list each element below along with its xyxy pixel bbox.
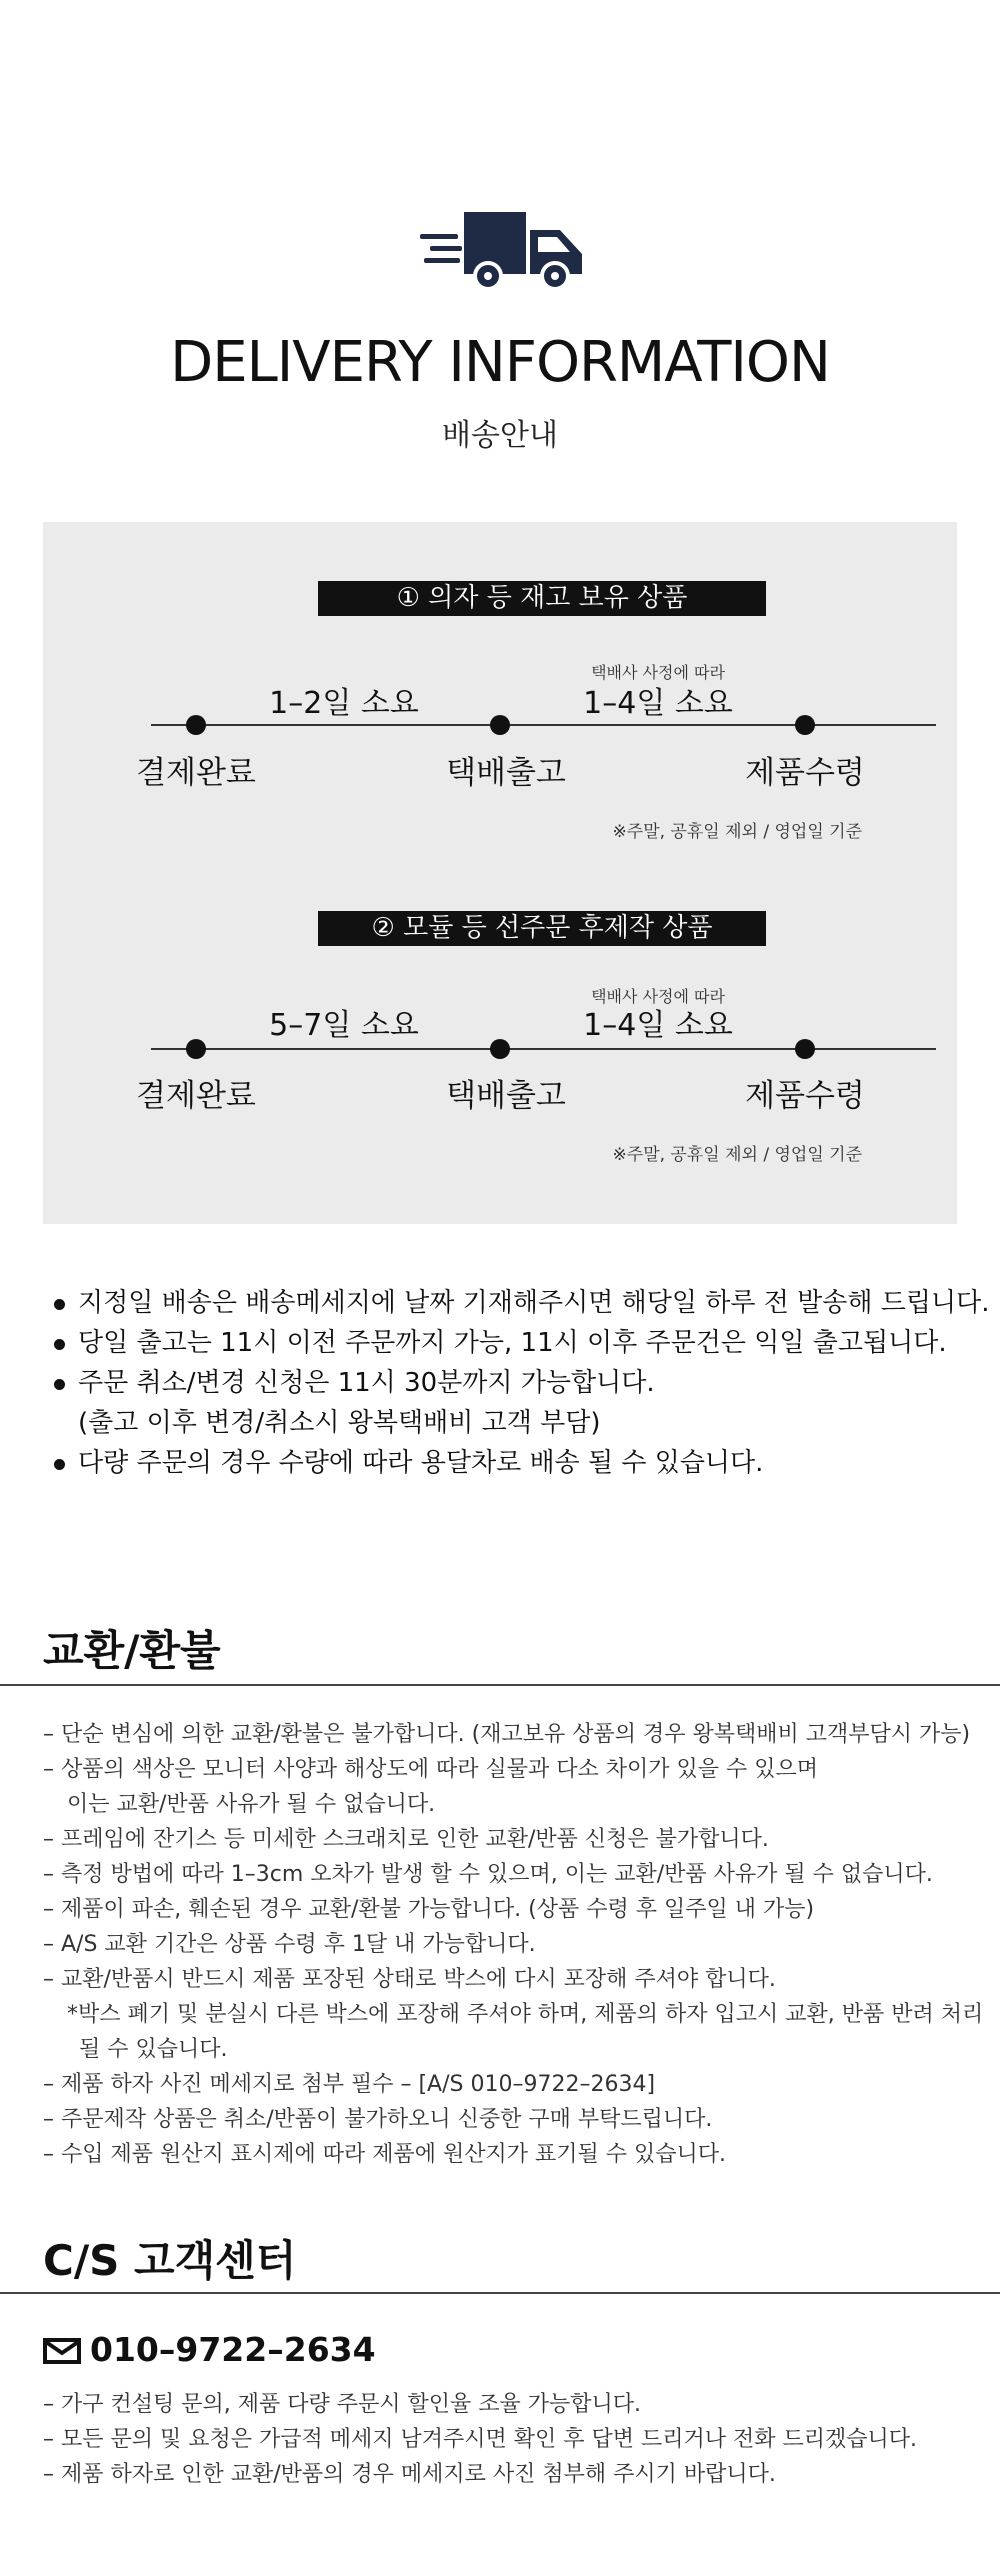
- mail-icon: [43, 2338, 81, 2364]
- list-item: – 단순 변심에 의한 교환/환불은 불가합니다. (재고보유 상품의 경우 왕복택배비 고객부담시 가능): [43, 1722, 971, 1747]
- list-item: – 상품의 색상은 모니터 사양과 해상도에 따라 실물과 다소 차이가 있을 수 있으며: [43, 1757, 818, 1782]
- section-heading-stock: ① 의자 등 재고 보유 상품: [318, 581, 766, 616]
- step-label: 결제완료: [136, 1078, 256, 1114]
- list-item: – 제품 하자 사진 메세지로 첨부 필수 – [A/S 010–9722–2634]: [43, 2072, 656, 2097]
- duration-note: 택배사 사정에 따라: [591, 663, 725, 682]
- list-item: – 제품이 파손, 훼손된 경우 교환/환불 가능합니다. (상품 수령 후 일주일 내 가능): [43, 1897, 815, 1922]
- page-title: DELIVERY INFORMATION: [170, 330, 830, 395]
- duration-label: 1–4일 소요: [583, 1008, 733, 1043]
- list-item: 지정일 배송은 배송메세지에 날짜 기재해주시면 해당일 하루 전 발송해 드립니다.: [52, 1283, 992, 1323]
- timeline-dot: [490, 715, 510, 735]
- phone-number[interactable]: 010–9722–2634: [90, 2330, 376, 2369]
- step-label: 택배출고: [446, 1078, 566, 1114]
- list-item: 주문 취소/변경 신청은 11시 30분까지 가능합니다.: [52, 1363, 992, 1403]
- duration-note: 택배사 사정에 따라: [591, 987, 725, 1006]
- timeline-dot: [795, 715, 815, 735]
- step-label: 결제완료: [136, 755, 256, 791]
- list-item: – 교환/반품시 반드시 제품 포장된 상태로 박스에 다시 포장해 주셔야 합니다.: [43, 1967, 776, 1992]
- section-heading-preorder: ② 모듈 등 선주문 후제작 상품: [318, 911, 766, 946]
- list-item: – 모든 문의 및 요청은 가급적 메세지 남겨주시면 확인 후 답변 드리거나 전화 드리겠습니다.: [43, 2427, 917, 2452]
- divider: [0, 2292, 1000, 2294]
- list-item: *박스 폐기 및 분실시 다른 박스에 포장해 주셔야 하며, 제품의 하자 입고시 교환, 반품 반려 처리: [67, 2002, 984, 2027]
- delivery-timeline-box: [43, 522, 957, 1224]
- page-subtitle: 배송안내: [442, 418, 558, 453]
- list-item: – A/S 교환 기간은 상품 수령 후 1달 내 가능합니다.: [43, 1932, 536, 1957]
- list-item: 이는 교환/반품 사유가 될 수 없습니다.: [67, 1792, 436, 1817]
- list-item: (출고 이후 변경/취소시 왕복택배비 고객 부담): [78, 1408, 601, 1438]
- list-item: – 수입 제품 원산지 표시제에 따라 제품에 원산지가 표기될 수 있습니다.: [43, 2142, 726, 2167]
- list-item: – 프레임에 잔기스 등 미세한 스크래치로 인한 교환/반품 신청은 불가합니다.: [43, 1827, 769, 1852]
- cs-heading: C/S 고객센터: [43, 2236, 297, 2285]
- timeline-dot: [186, 1039, 206, 1059]
- timeline-line: [151, 724, 936, 726]
- list-item: – 주문제작 상품은 취소/반품이 불가하오니 신중한 구매 부탁드립니다.: [43, 2107, 713, 2132]
- step-label: 제품수령: [745, 755, 865, 791]
- list-item: – 제품 하자로 인한 교환/반품의 경우 메세지로 사진 첨부해 주시기 바랍니다.: [43, 2462, 776, 2487]
- timeline-line: [151, 1048, 936, 1050]
- step-label: 택배출고: [446, 755, 566, 791]
- footnote: ※주말, 공휴일 제외 / 영업일 기준: [612, 1145, 862, 1165]
- timeline-dot: [795, 1039, 815, 1059]
- list-item: – 가구 컨설팅 문의, 제품 다량 주문시 할인율 조율 가능합니다.: [43, 2392, 641, 2417]
- list-item: 다량 주문의 경우 수량에 따라 용달차로 배송 될 수 있습니다.: [52, 1443, 992, 1483]
- timeline-dot: [490, 1039, 510, 1059]
- step-label: 제품수령: [745, 1078, 865, 1114]
- cs-notes: [43, 2387, 993, 2492]
- duration-label: 1–2일 소요: [269, 686, 419, 721]
- duration-label: 5–7일 소요: [269, 1008, 419, 1043]
- exchange-notes: [43, 1717, 993, 2172]
- list-item: – 측정 방법에 따라 1–3cm 오차가 발생 할 수 있으며, 이는 교환/반품 사유가 될 수 없습니다.: [43, 1862, 933, 1887]
- duration-label: 1–4일 소요: [583, 686, 733, 721]
- exchange-heading: 교환/환불: [43, 1626, 221, 1675]
- delivery-truck-icon: [420, 212, 585, 290]
- divider: [0, 1684, 1000, 1686]
- timeline-dot: [186, 715, 206, 735]
- list-item: 될 수 있습니다.: [79, 2037, 228, 2062]
- delivery-notes-list: [52, 1283, 992, 1483]
- list-item: 당일 출고는 11시 이전 주문까지 가능, 11시 이후 주문건은 익일 출고됩니다.: [52, 1323, 992, 1363]
- footnote: ※주말, 공휴일 제외 / 영업일 기준: [612, 822, 862, 842]
